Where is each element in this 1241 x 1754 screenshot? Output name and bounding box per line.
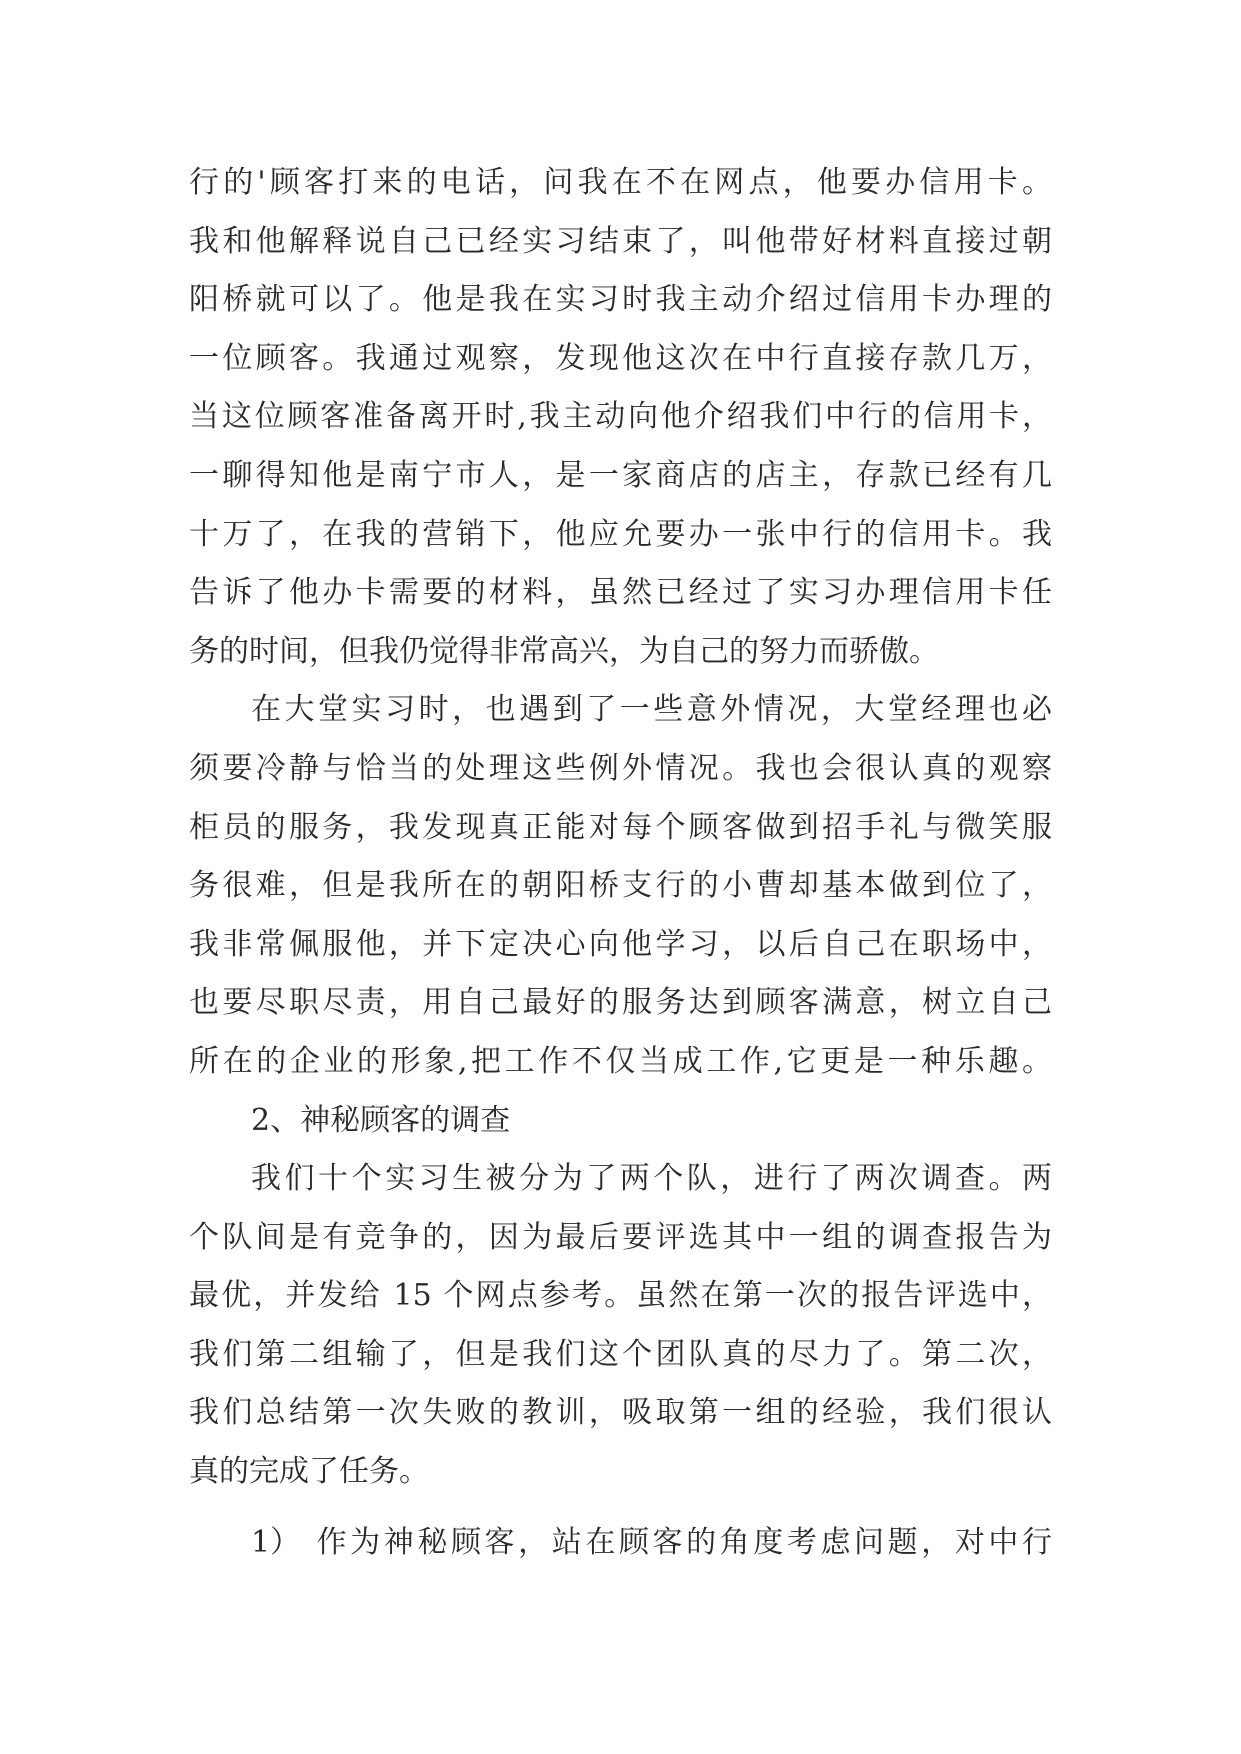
paragraph-line: 在大堂实习时，也遇到了一些意外情况，大堂经理也必 (251, 692, 1052, 728)
paragraph-line: 当这位顾客准备离开时,我主动向他介绍我们中行的信用卡， (189, 399, 1052, 435)
paragraph-line: 所在的企业的形象,把工作不仅当成工作,它更是一种乐趣。 (189, 1043, 1052, 1079)
paragraph-line: 十万了，在我的营销下，他应允要办一张中行的信用卡。我 (189, 516, 1052, 552)
list-item (189, 1514, 1052, 1573)
paragraph-line: 柜员的服务，我发现真正能对每个顾客做到招手礼与微笑服 (189, 809, 1052, 845)
paragraph-line: 个队间是有竞争的，因为最后要评选其中一组的调查报告为 (189, 1219, 1052, 1255)
paragraph-1 (189, 154, 1052, 681)
paragraph-2 (189, 681, 1052, 1091)
paragraph-line: 我非常佩服他，并下定决心向他学习，以后自己在职场中， (189, 926, 1052, 962)
paragraph-line: 一聊得知他是南宁市人，是一家商店的店主，存款已经有几 (189, 457, 1052, 493)
list-item-text: 作为神秘顾客，站在顾客的角度考虑问题，对中行 (313, 1524, 1052, 1560)
paragraph-line: 我们总结第一次失败的教训，吸取第一组的经验，我们很认 (189, 1395, 1052, 1431)
paragraph-line: 我们十个实习生被分为了两个队，进行了两次调查。两 (251, 1161, 1052, 1197)
section-heading: 2、神秘顾客的调查 (251, 1102, 511, 1138)
paragraph-line: 行的'顾客打来的电话，问我在不在网点，他要办信用卡。 (189, 165, 1052, 200)
paragraph-line: 一位顾客。我通过观察，发现他这次在中行直接存款几万， (189, 340, 1052, 376)
paragraph-3 (189, 1150, 1052, 1502)
paragraph-line: 须要冷静与恰当的处理这些例外情况。我也会很认真的观察 (189, 750, 1052, 786)
paragraph-line: 务很难，但是我所在的朝阳桥支行的小曹却基本做到位了， (189, 868, 1052, 904)
paragraph-line: 告诉了他办卡需要的材料，虽然已经过了实习办理信用卡任 (189, 575, 1052, 611)
paragraph-line: 我和他解释说自己已经实习结束了，叫他带好材料直接过朝 (189, 223, 1052, 259)
paragraph-line: 务的时间，但我仍觉得非常高兴，为自己的努力而骄傲。 (189, 633, 939, 669)
paragraph-line: 我们第二组输了，但是我们这个团队真的尽力了。第二次， (189, 1336, 1052, 1372)
spacer (189, 1502, 1052, 1514)
paragraph-line: 最优，并发给 15 个网点参考。虽然在第一次的报告评选中， (189, 1278, 1052, 1314)
body-text (189, 154, 1052, 1572)
list-marker: 1） (251, 1524, 301, 1560)
paragraph-line: 阳桥就可以了。他是我在实习时我主动介绍过信用卡办理的 (189, 282, 1052, 318)
paragraph-line: 也要尽职尽责，用自己最好的服务达到顾客满意，树立自己 (189, 985, 1052, 1021)
paragraph-line: 真的完成了任务。 (189, 1454, 429, 1490)
